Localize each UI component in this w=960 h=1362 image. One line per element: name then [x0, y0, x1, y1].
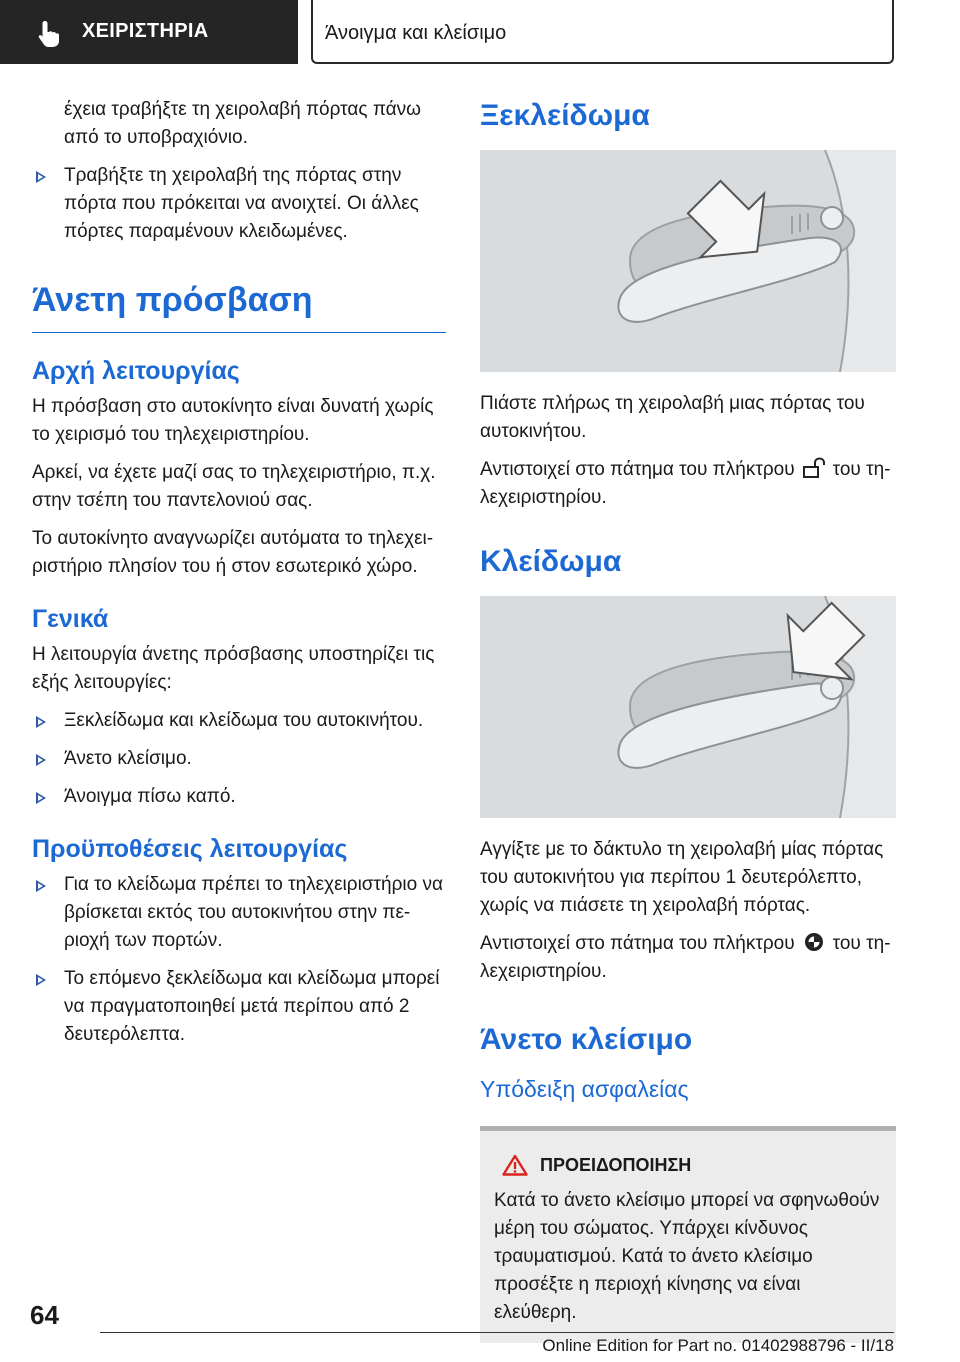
warning-title: ΠΡΟΕΙΔΟΠΟΙΗΣΗ	[494, 1151, 882, 1179]
paragraph-with-key-icon: Αντιστοιχεί στο πάτημα του πλήκτρου του τηλεχειριστηρίου.	[480, 933, 891, 982]
right-column	[480, 96, 896, 1343]
warning-text: Κατά το άνετο κλείσιμο μπορεί να σφηνωθούν μέρη του σώματος. Υπάρχει κίνδυνος τραυματισμού. Κατά το άνετο κλείσιμο προσέξτε η περιοχή κίνησης να είναι ελεύθερη.	[494, 1190, 880, 1323]
list-item: Άνετο κλείσιμο.	[32, 745, 446, 773]
hand-pointer-icon	[34, 18, 66, 50]
continued-text: έχεια τραβήξτε τη χειρολαβή πόρτας πάνω από το υποβραχιόνιο.	[64, 99, 421, 148]
paragraph: Πιάστε πλήρως τη χειρολαβή μιας πόρτας του αυτοκινήτου.	[480, 393, 865, 442]
paragraph: Αρκεί, να έχετε μαζί σας το τηλεχειριστήριο, π.χ. στην τσέπη του παντελονιού σας.	[32, 462, 436, 511]
paragraph: Η πρόσβαση στο αυτοκίνητο είναι δυνατή χωρίς το χειρισμό του τηλεχειριστηρίου.	[32, 396, 434, 445]
door-handle-grip-illustration	[480, 150, 896, 372]
list-item: Για το κλείδωμα πρέπει το τηλεχειριστήριο να βρίσκεται εκτός του αυτοκινήτου στην περιοχή των πορτών.	[32, 871, 446, 955]
paragraph: Αγγίξτε με το δάκτυλο τη χειρολαβή μίας πόρτας του αυτοκινήτου για περίπου 1 δευτερόλεπτο, χωρίς να πιάσετε τη χειρολαβή πόρτας.	[480, 839, 884, 916]
bullet-triangle-icon	[36, 171, 46, 183]
footer-edition-text: Online Edition for Part no. 01402988796 - II/18	[542, 1336, 894, 1355]
bullet-triangle-icon	[36, 754, 46, 766]
list-item: Ξεκλείδωμα και κλείδωμα του αυτοκινήτου.	[32, 707, 446, 735]
paragraph: Η λειτουργία άνετης πρόσβασης υποστηρίζει τις εξής λειτουργίες:	[32, 644, 435, 693]
bullet-triangle-icon	[36, 792, 46, 804]
warning-box	[480, 1126, 896, 1343]
section-title-comfort-closing: Άνετο κλείσιμο	[480, 1023, 693, 1056]
door-handle-touch-illustration	[480, 596, 896, 818]
list-item: Τραβήξτε τη χειρολαβή της πόρτας στην πόρτα που πρόκειται να ανοιχτεί. Οι άλλες πόρτες παραμένουν κλειδωμένες.	[32, 162, 446, 246]
bullet-triangle-icon	[36, 716, 46, 728]
bmw-logo-lock-icon	[801, 931, 827, 953]
page-number: 64	[30, 1300, 59, 1330]
subheading-safety-note: Υπόδειξη ασφαλείας	[480, 1076, 689, 1102]
subheading-principle: Αρχή λειτουργίας	[32, 357, 240, 385]
header-section-tab	[0, 0, 298, 64]
unlock-key-icon	[801, 457, 827, 479]
subheading-general: Γενικά	[32, 605, 109, 633]
left-column	[32, 96, 446, 1059]
section-title-lock: Κλείδωμα	[480, 545, 622, 578]
paragraph-with-key-icon: Αντιστοιχεί στο πάτημα του πλήκτρου του τηλεχειριστηρίου.	[480, 459, 891, 508]
bullet-triangle-icon	[36, 880, 46, 892]
section-title-unlock: Ξεκλείδωμα	[480, 99, 650, 132]
header-chapter-tab	[311, 0, 894, 64]
footer-divider	[100, 1332, 894, 1333]
subheading-prerequisites: Προϋποθέσεις λειτουργίας	[32, 835, 348, 863]
section-title-comfort-access: Άνετη πρόσβαση	[32, 280, 446, 333]
paragraph: Το αυτοκίνητο αναγνωρίζει αυτόματα το τηλεχειριστήριο πλησίον του ή στον εσωτερικό χώρο.	[32, 528, 434, 577]
list-item: Άνοιγμα πίσω καπό.	[32, 783, 446, 811]
header-section-label: ΧΕΙΡΙΣΤΗΡΙΑ	[82, 20, 209, 42]
list-item: Το επόμενο ξεκλείδωμα και κλείδωμα μπορεί να πραγματοποιηθεί μετά περίπου από 2 δευτερόλεπτα.	[32, 965, 446, 1049]
warning-triangle-icon	[502, 1154, 528, 1176]
header-chapter-label: Άνοιγμα και κλείσιμο	[325, 22, 507, 44]
bullet-triangle-icon	[36, 974, 46, 986]
